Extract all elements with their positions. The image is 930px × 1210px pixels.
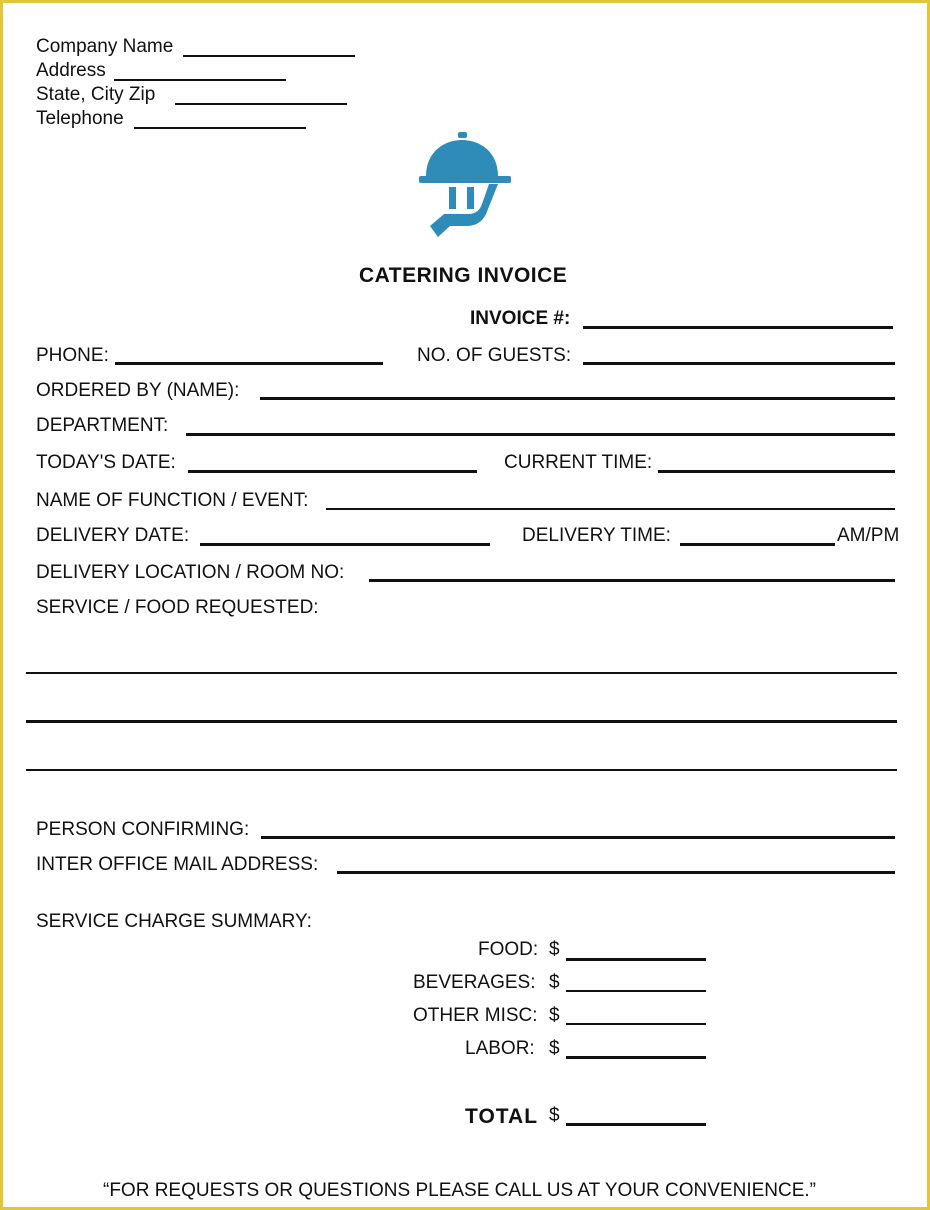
phone-field[interactable] — [115, 362, 383, 365]
delivery-location-label: DELIVERY LOCATION / ROOM NO: — [36, 562, 345, 583]
invoice-number-label: INVOICE #: — [470, 308, 571, 329]
total-currency: $ — [549, 1105, 560, 1126]
footer-note: “FOR REQUESTS OR QUESTIONS PLEASE CALL US AT YOUR CONVENIENCE.” — [103, 1180, 817, 1201]
telephone-blank[interactable] — [134, 127, 306, 129]
food-amount-field[interactable] — [566, 958, 706, 961]
telephone-label: Telephone — [36, 108, 124, 129]
company-name-label: Company Name — [36, 36, 174, 57]
function-event-field[interactable] — [326, 508, 895, 510]
ampm-label: AM/PM — [837, 525, 900, 546]
beverages-currency: $ — [549, 972, 560, 993]
mail-address-field[interactable] — [337, 871, 895, 874]
guests-field[interactable] — [583, 362, 895, 365]
cloche-serving-hand-icon — [416, 130, 516, 240]
labor-currency: $ — [549, 1038, 560, 1059]
service-food-label: SERVICE / FOOD REQUESTED: — [36, 597, 319, 618]
person-confirming-label: PERSON CONFIRMING: — [36, 819, 250, 840]
beverages-label: BEVERAGES: — [413, 972, 536, 993]
function-event-label: NAME OF FUNCTION / EVENT: — [36, 490, 309, 511]
phone-label: PHONE: — [36, 345, 109, 366]
service-food-line-3[interactable] — [26, 769, 897, 771]
mail-address-label: INTER OFFICE MAIL ADDRESS: — [36, 854, 319, 875]
other-misc-amount-field[interactable] — [566, 1023, 706, 1025]
ordered-by-label: ORDERED BY (NAME): — [36, 380, 240, 401]
current-time-field[interactable] — [658, 470, 895, 473]
department-field[interactable] — [186, 433, 895, 436]
state-city-zip-blank[interactable] — [175, 103, 347, 105]
other-misc-label: OTHER MISC: — [413, 1005, 538, 1026]
state-city-zip-label: State, City Zip — [36, 84, 156, 105]
delivery-time-field[interactable] — [680, 543, 835, 546]
delivery-date-field[interactable] — [200, 543, 490, 546]
summary-heading: SERVICE CHARGE SUMMARY: — [36, 911, 312, 932]
total-amount-field[interactable] — [566, 1123, 706, 1126]
labor-amount-field[interactable] — [566, 1056, 706, 1059]
food-label: FOOD: — [478, 939, 539, 960]
department-label: DEPARTMENT: — [36, 415, 169, 436]
todays-date-label: TODAY'S DATE: — [36, 452, 176, 473]
total-label: TOTAL — [465, 1105, 539, 1128]
company-name-blank[interactable] — [183, 55, 355, 57]
invoice-number-field[interactable] — [583, 326, 893, 329]
guests-label: NO. OF GUESTS: — [417, 345, 572, 366]
person-confirming-field[interactable] — [261, 836, 895, 839]
beverages-amount-field[interactable] — [566, 990, 706, 992]
service-food-line-1[interactable] — [26, 672, 897, 674]
page-title: CATERING INVOICE — [359, 264, 568, 287]
other-misc-currency: $ — [549, 1005, 560, 1026]
address-label: Address — [36, 60, 106, 81]
address-blank[interactable] — [114, 79, 286, 81]
food-currency: $ — [549, 939, 560, 960]
ordered-by-field[interactable] — [260, 397, 895, 400]
service-food-line-2[interactable] — [26, 720, 897, 723]
labor-label: LABOR: — [465, 1038, 535, 1059]
delivery-time-label: DELIVERY TIME: — [522, 525, 671, 546]
todays-date-field[interactable] — [188, 470, 477, 473]
delivery-date-label: DELIVERY DATE: — [36, 525, 190, 546]
current-time-label: CURRENT TIME: — [504, 452, 653, 473]
delivery-location-field[interactable] — [369, 579, 895, 582]
